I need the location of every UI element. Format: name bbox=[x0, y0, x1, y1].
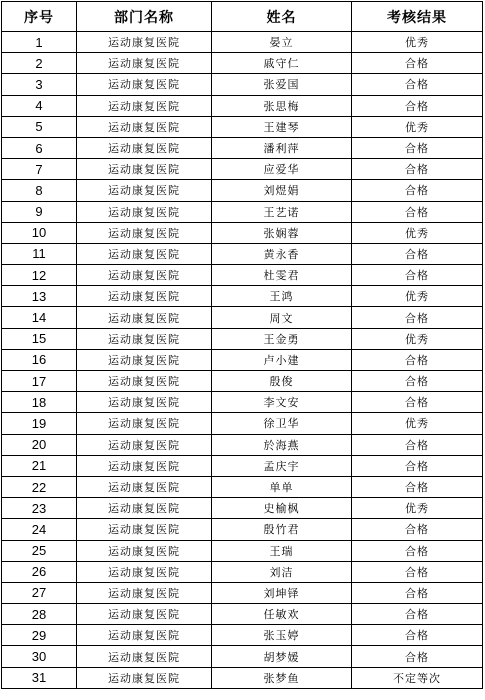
cell-result: 合格 bbox=[352, 582, 483, 603]
cell-seq: 3 bbox=[2, 74, 77, 95]
cell-result: 合格 bbox=[352, 604, 483, 625]
table-row bbox=[2, 455, 483, 476]
cell-seq: 21 bbox=[2, 455, 77, 476]
header-department: 部门名称 bbox=[77, 2, 212, 32]
cell-name: 徐卫华 bbox=[212, 413, 352, 434]
cell-seq: 13 bbox=[2, 286, 77, 307]
cell-department: 运动康复医院 bbox=[77, 286, 212, 307]
cell-department: 运动康复医院 bbox=[77, 137, 212, 158]
evaluation-table bbox=[1, 1, 483, 689]
cell-department: 运动康复医院 bbox=[77, 201, 212, 222]
cell-seq: 10 bbox=[2, 222, 77, 243]
cell-result: 合格 bbox=[352, 307, 483, 328]
cell-department: 运动康复医院 bbox=[77, 328, 212, 349]
cell-seq: 2 bbox=[2, 53, 77, 74]
cell-name: 刘坤铎 bbox=[212, 582, 352, 603]
cell-department: 运动康复医院 bbox=[77, 53, 212, 74]
cell-result: 合格 bbox=[352, 180, 483, 201]
table-row bbox=[2, 413, 483, 434]
cell-department: 运动康复医院 bbox=[77, 561, 212, 582]
table-row bbox=[2, 328, 483, 349]
cell-department: 运动康复医院 bbox=[77, 222, 212, 243]
cell-name: 史榆枫 bbox=[212, 498, 352, 519]
cell-seq: 17 bbox=[2, 371, 77, 392]
cell-department: 运动康复医院 bbox=[77, 434, 212, 455]
cell-result: 合格 bbox=[352, 201, 483, 222]
cell-name: 张梦鱼 bbox=[212, 667, 352, 688]
table-row bbox=[2, 286, 483, 307]
header-seq: 序号 bbox=[2, 2, 77, 32]
cell-name: 应爱华 bbox=[212, 159, 352, 180]
cell-result: 合格 bbox=[352, 519, 483, 540]
cell-department: 运动康复医院 bbox=[77, 243, 212, 264]
table-row bbox=[2, 201, 483, 222]
cell-department: 运动康复医院 bbox=[77, 371, 212, 392]
cell-department: 运动康复医院 bbox=[77, 413, 212, 434]
cell-result: 不定等次 bbox=[352, 667, 483, 688]
cell-result: 优秀 bbox=[352, 116, 483, 137]
cell-seq: 24 bbox=[2, 519, 77, 540]
table-row bbox=[2, 561, 483, 582]
cell-seq: 29 bbox=[2, 625, 77, 646]
table-row bbox=[2, 222, 483, 243]
cell-name: 黄永香 bbox=[212, 243, 352, 264]
cell-name: 任敏欢 bbox=[212, 604, 352, 625]
cell-seq: 4 bbox=[2, 95, 77, 116]
cell-result: 合格 bbox=[352, 137, 483, 158]
cell-name: 单单 bbox=[212, 476, 352, 497]
header-result: 考核结果 bbox=[352, 2, 483, 32]
cell-department: 运动康复医院 bbox=[77, 116, 212, 137]
cell-name: 王建琴 bbox=[212, 116, 352, 137]
cell-name: 王艺诺 bbox=[212, 201, 352, 222]
cell-result: 优秀 bbox=[352, 222, 483, 243]
evaluation-sheet bbox=[1, 1, 483, 689]
table-row bbox=[2, 519, 483, 540]
cell-name: 殷竹君 bbox=[212, 519, 352, 540]
cell-result: 合格 bbox=[352, 455, 483, 476]
cell-department: 运动康复医院 bbox=[77, 604, 212, 625]
table-row bbox=[2, 116, 483, 137]
cell-department: 运动康复医院 bbox=[77, 32, 212, 53]
cell-name: 张玉婷 bbox=[212, 625, 352, 646]
cell-department: 运动康复医院 bbox=[77, 540, 212, 561]
cell-result: 优秀 bbox=[352, 286, 483, 307]
cell-name: 於海燕 bbox=[212, 434, 352, 455]
cell-department: 运动康复医院 bbox=[77, 646, 212, 667]
cell-name: 刘洁 bbox=[212, 561, 352, 582]
cell-department: 运动康复医院 bbox=[77, 180, 212, 201]
table-row bbox=[2, 371, 483, 392]
cell-seq: 7 bbox=[2, 159, 77, 180]
cell-seq: 27 bbox=[2, 582, 77, 603]
cell-name: 刘煜娟 bbox=[212, 180, 352, 201]
table-row bbox=[2, 476, 483, 497]
cell-name: 晏立 bbox=[212, 32, 352, 53]
cell-name: 王鸿 bbox=[212, 286, 352, 307]
cell-name: 戚守仁 bbox=[212, 53, 352, 74]
cell-seq: 28 bbox=[2, 604, 77, 625]
table-row bbox=[2, 667, 483, 688]
table-row bbox=[2, 265, 483, 286]
cell-seq: 8 bbox=[2, 180, 77, 201]
cell-result: 合格 bbox=[352, 646, 483, 667]
cell-result: 合格 bbox=[352, 434, 483, 455]
cell-department: 运动康复医院 bbox=[77, 519, 212, 540]
cell-result: 优秀 bbox=[352, 328, 483, 349]
cell-result: 合格 bbox=[352, 371, 483, 392]
table-row bbox=[2, 392, 483, 413]
cell-seq: 6 bbox=[2, 137, 77, 158]
cell-result: 合格 bbox=[352, 243, 483, 264]
cell-department: 运动康复医院 bbox=[77, 498, 212, 519]
cell-department: 运动康复医院 bbox=[77, 667, 212, 688]
cell-result: 优秀 bbox=[352, 498, 483, 519]
cell-department: 运动康复医院 bbox=[77, 582, 212, 603]
header-row bbox=[2, 2, 483, 32]
cell-name: 张思梅 bbox=[212, 95, 352, 116]
cell-seq: 11 bbox=[2, 243, 77, 264]
cell-seq: 19 bbox=[2, 413, 77, 434]
cell-result: 合格 bbox=[352, 265, 483, 286]
cell-seq: 1 bbox=[2, 32, 77, 53]
table-row bbox=[2, 53, 483, 74]
cell-department: 运动康复医院 bbox=[77, 392, 212, 413]
cell-department: 运动康复医院 bbox=[77, 476, 212, 497]
cell-department: 运动康复医院 bbox=[77, 349, 212, 370]
cell-result: 合格 bbox=[352, 540, 483, 561]
cell-department: 运动康复医院 bbox=[77, 625, 212, 646]
cell-name: 杜雯君 bbox=[212, 265, 352, 286]
cell-seq: 12 bbox=[2, 265, 77, 286]
cell-seq: 26 bbox=[2, 561, 77, 582]
cell-name: 王瑞 bbox=[212, 540, 352, 561]
cell-result: 合格 bbox=[352, 625, 483, 646]
cell-result: 合格 bbox=[352, 53, 483, 74]
cell-name: 殷俊 bbox=[212, 371, 352, 392]
table-row bbox=[2, 180, 483, 201]
cell-result: 优秀 bbox=[352, 32, 483, 53]
cell-name: 卢小建 bbox=[212, 349, 352, 370]
table-row bbox=[2, 434, 483, 455]
cell-department: 运动康复医院 bbox=[77, 74, 212, 95]
cell-seq: 15 bbox=[2, 328, 77, 349]
table-row bbox=[2, 540, 483, 561]
cell-result: 合格 bbox=[352, 476, 483, 497]
cell-department: 运动康复医院 bbox=[77, 307, 212, 328]
table-row bbox=[2, 582, 483, 603]
table-row bbox=[2, 349, 483, 370]
table-row bbox=[2, 159, 483, 180]
cell-department: 运动康复医院 bbox=[77, 455, 212, 476]
cell-result: 合格 bbox=[352, 392, 483, 413]
cell-result: 合格 bbox=[352, 74, 483, 95]
table-row bbox=[2, 243, 483, 264]
cell-seq: 30 bbox=[2, 646, 77, 667]
cell-seq: 31 bbox=[2, 667, 77, 688]
cell-name: 潘利萍 bbox=[212, 137, 352, 158]
table-row bbox=[2, 498, 483, 519]
cell-seq: 18 bbox=[2, 392, 77, 413]
cell-seq: 14 bbox=[2, 307, 77, 328]
cell-name: 张娴蓉 bbox=[212, 222, 352, 243]
cell-name: 周文 bbox=[212, 307, 352, 328]
cell-name: 王金勇 bbox=[212, 328, 352, 349]
cell-seq: 23 bbox=[2, 498, 77, 519]
table-row bbox=[2, 74, 483, 95]
cell-result: 合格 bbox=[352, 349, 483, 370]
cell-name: 孟庆宇 bbox=[212, 455, 352, 476]
cell-department: 运动康复医院 bbox=[77, 95, 212, 116]
table-row bbox=[2, 625, 483, 646]
cell-department: 运动康复医院 bbox=[77, 265, 212, 286]
table-body bbox=[2, 32, 483, 689]
table-row bbox=[2, 137, 483, 158]
cell-result: 合格 bbox=[352, 95, 483, 116]
cell-result: 合格 bbox=[352, 561, 483, 582]
table-row bbox=[2, 646, 483, 667]
table-row bbox=[2, 32, 483, 53]
cell-seq: 20 bbox=[2, 434, 77, 455]
cell-seq: 16 bbox=[2, 349, 77, 370]
cell-result: 优秀 bbox=[352, 413, 483, 434]
table-row bbox=[2, 604, 483, 625]
cell-department: 运动康复医院 bbox=[77, 159, 212, 180]
header-name: 姓名 bbox=[212, 2, 352, 32]
table-row bbox=[2, 307, 483, 328]
cell-seq: 22 bbox=[2, 476, 77, 497]
cell-name: 李文安 bbox=[212, 392, 352, 413]
cell-seq: 5 bbox=[2, 116, 77, 137]
cell-result: 合格 bbox=[352, 159, 483, 180]
cell-seq: 9 bbox=[2, 201, 77, 222]
cell-name: 张爱国 bbox=[212, 74, 352, 95]
cell-name: 胡梦媛 bbox=[212, 646, 352, 667]
table-row bbox=[2, 95, 483, 116]
cell-seq: 25 bbox=[2, 540, 77, 561]
